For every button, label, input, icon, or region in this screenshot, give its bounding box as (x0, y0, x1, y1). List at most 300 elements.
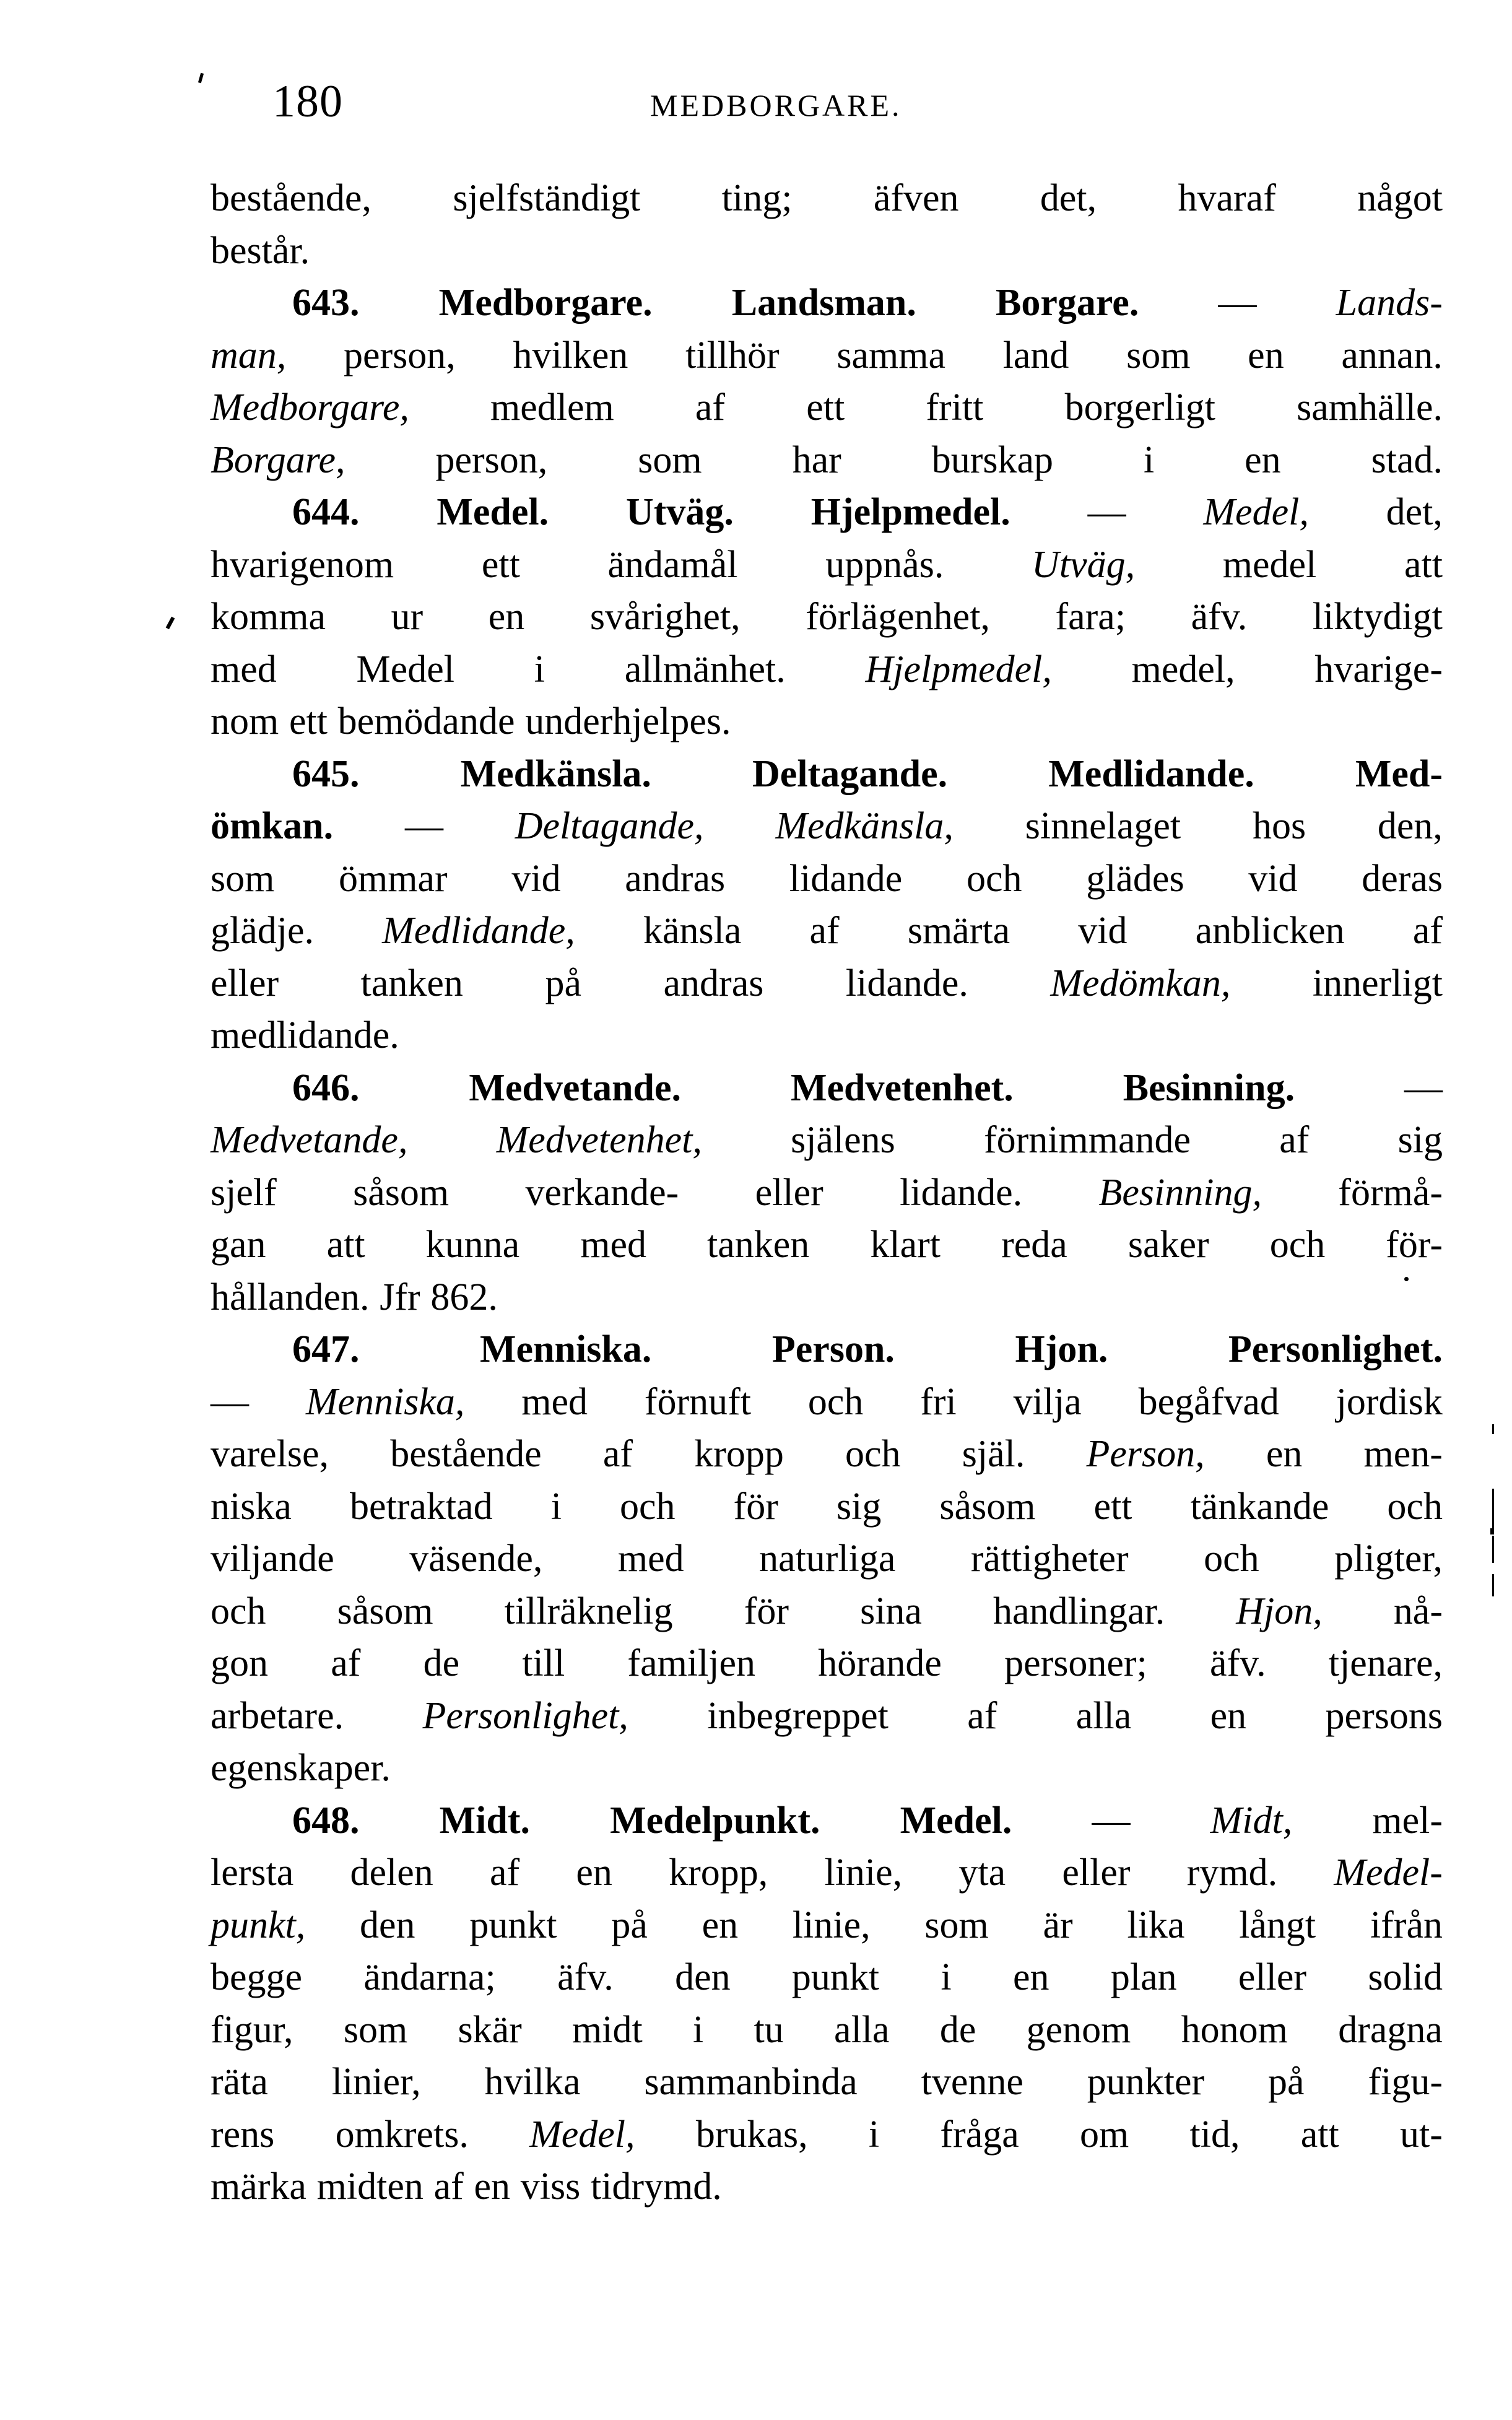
text-token: niska (211, 1485, 292, 1528)
text-token: punkt (791, 1956, 880, 1998)
text-token: ömkan. (211, 805, 334, 847)
text-token: — (1218, 282, 1257, 324)
entry-heading-line (211, 1795, 1443, 1847)
text-token: arbetare. (211, 1694, 344, 1737)
text-token: i (550, 1485, 562, 1528)
text-token: svårighet, (589, 596, 741, 638)
text-token: rättigheter (970, 1538, 1129, 1580)
text-token: solid (1368, 1956, 1443, 1998)
text-token: på (611, 1904, 648, 1946)
text-token: hvarige- (1314, 648, 1443, 690)
text-token: är (1043, 1904, 1073, 1946)
text-token: jordisk (1336, 1380, 1443, 1423)
text-token: alla (1075, 1694, 1132, 1737)
entry-body-line (211, 1009, 1443, 1062)
text-token: består. (211, 229, 310, 272)
text-token: uppnås. (825, 543, 944, 586)
text-token: fri (920, 1380, 957, 1423)
continuation-line (211, 172, 1443, 225)
text-token: och (1269, 1224, 1326, 1266)
text-token: 644. (292, 491, 360, 533)
text-token: förnuft (644, 1380, 751, 1423)
text-token: den (360, 1904, 415, 1946)
entry-body-line (211, 905, 1443, 957)
text-token: den, (1377, 805, 1443, 847)
entry-body-line (211, 1899, 1443, 1952)
text-token: alla (834, 2008, 890, 2051)
text-token: i (693, 2008, 704, 2051)
text-token: af (809, 910, 840, 952)
text-token: mel- (1372, 1799, 1443, 1842)
text-token: men- (1363, 1433, 1443, 1475)
entry-body-line (211, 800, 1443, 853)
text-token: reda (1001, 1224, 1067, 1266)
text-token: en (1013, 1956, 1049, 1998)
text-token: borgerligt (1064, 386, 1215, 429)
text-token: klart (870, 1224, 941, 1266)
text-token: något (1357, 177, 1443, 219)
text-token: de (939, 2008, 976, 2051)
text-token: eller (755, 1171, 823, 1214)
text-token: medlem (490, 386, 614, 429)
text-token: — (211, 1380, 249, 1423)
text-token: gon (211, 1642, 268, 1684)
text-token: egenskaper. (211, 1747, 391, 1789)
text-token: ut- (1400, 2113, 1443, 2156)
text-token: sig (1397, 1119, 1443, 1161)
text-token: räta (211, 2061, 268, 2103)
text-token: lika (1127, 1904, 1185, 1946)
text-token: Medlidande, (382, 910, 575, 952)
text-token: i (868, 2113, 880, 2156)
entry-body-line (211, 381, 1443, 434)
text-token: en (1248, 334, 1284, 376)
text-token: i (1143, 438, 1155, 481)
text-token: — (1404, 1066, 1443, 1109)
text-token: Lands- (1336, 282, 1443, 324)
text-token: varelse, (211, 1433, 329, 1475)
text-token: det, (1386, 491, 1443, 533)
text-token: glädes (1086, 857, 1184, 900)
text-token: samma (836, 334, 945, 376)
scan-speck-top-left (198, 73, 204, 84)
text-token: komma (211, 596, 326, 638)
text-token: äfv. (1210, 1642, 1266, 1684)
entry-body-line (211, 2109, 1443, 2161)
text-token: Medelpunkt. (610, 1799, 820, 1842)
text-token: på (545, 962, 581, 1004)
text-token: kropp (694, 1433, 784, 1475)
text-token: för (744, 1590, 789, 1632)
text-token: Person, (1086, 1433, 1205, 1475)
text-token: i (941, 1956, 952, 1998)
text-token: att (1300, 2113, 1339, 2156)
text-token: som (638, 438, 702, 481)
text-token: Medkänsla. (460, 752, 651, 795)
text-token: persons (1325, 1694, 1443, 1737)
text-token: ändamål (607, 543, 738, 586)
text-token: burskap (931, 438, 1053, 481)
entry-body-line (211, 2056, 1443, 2109)
entry-body-line (211, 1219, 1443, 1271)
text-token: midt (572, 2008, 643, 2051)
text-token: som (343, 2008, 408, 2051)
entry-heading-line (211, 277, 1443, 329)
text-token: Medel (356, 648, 454, 690)
text-token: inbegreppet (707, 1694, 889, 1737)
text-token: kunna (425, 1224, 520, 1266)
text-token: Medvetande. (469, 1066, 682, 1109)
text-token: lidande. (845, 962, 968, 1004)
text-token: och (211, 1590, 266, 1632)
text-token: och (1204, 1538, 1259, 1580)
text-token: betraktad (349, 1485, 493, 1528)
text-token: på (1268, 2061, 1305, 2103)
text-token: rens (211, 2113, 275, 2156)
text-token: linie, (824, 1852, 903, 1894)
text-token: handlingar. (993, 1590, 1165, 1632)
text-token: sjelf (211, 1171, 277, 1214)
text-token: kropp, (669, 1852, 768, 1894)
text-token: punkter (1087, 2061, 1205, 2103)
text-token: en (576, 1852, 612, 1894)
text-token: honom (1181, 2008, 1288, 2051)
text-token: Menniska, (305, 1380, 465, 1423)
text-token: af (967, 1694, 997, 1737)
text-token: pligter, (1334, 1538, 1443, 1580)
text-token: ett (1093, 1485, 1132, 1528)
text-token: Medel. (900, 1799, 1012, 1842)
entry-body-line (211, 1742, 1443, 1795)
text-token: fråga (940, 2113, 1019, 2156)
text-token: tillräknelig (504, 1590, 673, 1632)
text-token: linie, (792, 1904, 871, 1946)
text-token: ett (806, 386, 845, 429)
text-token: Deltagande. (752, 752, 948, 795)
text-token: liktydigt (1312, 596, 1443, 638)
text-token: Personlighet, (422, 1694, 628, 1737)
text-token: familjen (627, 1642, 756, 1684)
text-token: den (675, 1956, 731, 1998)
text-token: hållanden. Jfr 862. (211, 1276, 498, 1318)
text-token: de (423, 1642, 460, 1684)
text-token: en (1210, 1694, 1247, 1737)
entry-body-line (211, 1114, 1443, 1167)
text-token: själ. (962, 1433, 1025, 1475)
text-token: förlägenhet, (806, 596, 990, 638)
text-token: Landsman. (731, 282, 916, 324)
text-token: smärta (907, 910, 1010, 952)
text-token: lersta (211, 1852, 294, 1894)
entry-heading-line (211, 486, 1443, 539)
scan-rule-artifact (1492, 1574, 1494, 1596)
text-token: eller (1238, 1956, 1307, 1998)
text-token: Medvetande, (211, 1119, 408, 1161)
text-token: tänkande (1190, 1485, 1329, 1528)
text-token: punkt, (211, 1904, 306, 1946)
text-token: yta (958, 1852, 1006, 1894)
text-token: sjelfständigt (453, 177, 641, 219)
text-token: äfv. (1191, 596, 1248, 638)
text-token: Deltagande, (515, 805, 704, 847)
text-token: i (534, 648, 545, 690)
entry-body-line (211, 1847, 1443, 1899)
text-token: andras (625, 857, 726, 900)
text-token: väsende, (409, 1538, 543, 1580)
page-body-text (211, 172, 1443, 2213)
text-token: hvarigenom (211, 543, 394, 586)
text-token: begåfvad (1138, 1380, 1279, 1423)
text-token: tu (754, 2008, 784, 2051)
text-token: ändarna; (363, 1956, 496, 1998)
text-token: tjenare, (1328, 1642, 1443, 1684)
text-token: ur (391, 596, 424, 638)
text-token: medlidande. (211, 1014, 399, 1056)
text-token: tid, (1189, 2113, 1240, 2156)
text-token: Hjon. (1015, 1328, 1108, 1370)
text-token: man, (211, 334, 287, 376)
text-token: med (211, 648, 277, 690)
text-token: Utväg. (625, 491, 734, 533)
text-token: brukas, (695, 2113, 808, 2156)
text-token: äfven (873, 177, 959, 219)
text-token: som (924, 1904, 989, 1946)
entry-body-line (211, 2161, 1443, 2213)
text-token: af (331, 1642, 361, 1684)
text-token: ett (481, 543, 520, 586)
entry-body-line (211, 1428, 1443, 1481)
text-token: och (620, 1485, 676, 1528)
entry-body-line (211, 1690, 1443, 1743)
text-token: vid (1248, 857, 1298, 900)
text-token: af (1412, 910, 1443, 952)
text-token: som (211, 857, 275, 900)
text-token: Medömkan, (1050, 962, 1231, 1004)
text-token: att (1404, 543, 1443, 586)
text-token: till (522, 1642, 565, 1684)
text-token: såsom (939, 1485, 1036, 1528)
entry-body-line (211, 1376, 1443, 1429)
text-token: personer; (1004, 1642, 1147, 1684)
text-token: — (1087, 491, 1126, 533)
text-token: 645. (292, 752, 360, 795)
text-token: Medborgare, (211, 386, 409, 429)
entry-body-line (211, 643, 1443, 696)
text-token: Medel. (437, 491, 549, 533)
text-token: begge (211, 1956, 303, 1998)
text-token: allmänhet. (624, 648, 786, 690)
text-token: land (1002, 334, 1069, 376)
text-token: sinnelaget (1025, 805, 1181, 847)
text-token: plan (1110, 1956, 1177, 1998)
text-token: vid (1078, 910, 1127, 952)
text-token: Medborgare. (438, 282, 653, 324)
text-token: af (1279, 1119, 1310, 1161)
text-token: skär (458, 2008, 522, 2051)
text-token: Medel, (1203, 491, 1309, 533)
text-token: tillhör (685, 334, 780, 376)
entry-body-line (211, 1481, 1443, 1533)
text-token: tvenne (921, 2061, 1023, 2103)
scan-speck-right (1404, 1277, 1409, 1281)
text-token: delen (350, 1852, 433, 1894)
text-token: Menniska. (480, 1328, 652, 1370)
text-token: omkrets. (335, 2113, 469, 2156)
text-token: lidande (789, 857, 903, 900)
text-token: med (580, 1224, 646, 1266)
text-token: med (521, 1380, 588, 1423)
text-token: figur, (211, 2008, 293, 2051)
text-token: själens (791, 1119, 895, 1161)
text-token: Midt. (439, 1799, 530, 1842)
text-token: anblicken (1195, 910, 1345, 952)
text-token: 646. (292, 1066, 360, 1109)
text-token: andras (663, 962, 764, 1004)
text-token: bestående (390, 1433, 542, 1475)
text-token: Medel, (529, 2113, 635, 2156)
text-token: punkt (469, 1904, 557, 1946)
text-token: nom ett bemödande underhjelpes. (211, 700, 731, 742)
text-token: som (1126, 334, 1191, 376)
text-token: en (488, 596, 525, 638)
text-token: — (1092, 1799, 1131, 1842)
entry-body-line (211, 434, 1443, 487)
text-token: och (1387, 1485, 1443, 1528)
text-token: genom (1026, 2008, 1131, 2051)
entry-heading-line (211, 1323, 1443, 1376)
text-token: linier, (331, 2061, 421, 2103)
text-token: eller (1062, 1852, 1131, 1894)
text-token: Hjelpmedel, (865, 648, 1052, 690)
text-token: med (617, 1538, 684, 1580)
text-token: sammanbinda (644, 2061, 858, 2103)
entry-body-line (211, 2004, 1443, 2057)
entry-heading-line (211, 748, 1443, 801)
text-token: en (1266, 1433, 1303, 1475)
text-token: äfv. (557, 1956, 614, 1998)
text-token: samhälle. (1297, 386, 1443, 429)
scan-rule-artifact (1490, 1528, 1494, 1534)
text-token: en (1245, 438, 1281, 481)
text-token: figu- (1368, 2061, 1443, 2103)
text-token: Besinning. (1123, 1066, 1295, 1109)
text-token: tanken (360, 962, 463, 1004)
text-token: lidande. (900, 1171, 1023, 1214)
text-token: — (404, 805, 443, 847)
text-token: sina (860, 1590, 922, 1632)
text-token: verkande- (525, 1171, 679, 1214)
text-token: af (602, 1433, 633, 1475)
text-token: Medvetenhet, (496, 1119, 702, 1161)
text-token: 648. (292, 1799, 360, 1842)
entry-body-line (211, 1271, 1443, 1324)
entry-heading-line (211, 1062, 1443, 1115)
text-token: har (792, 438, 841, 481)
text-token: Personlighet. (1228, 1328, 1443, 1370)
text-token: ifrån (1370, 1904, 1443, 1946)
text-token: saker (1127, 1224, 1209, 1266)
text-token: sig (836, 1485, 882, 1528)
entry-body-line (211, 957, 1443, 1010)
text-token: hvilken (513, 334, 628, 376)
entry-body-line (211, 591, 1443, 643)
text-token: bestående, (211, 177, 371, 219)
text-token: Person. (771, 1328, 895, 1370)
running-head: MEDBORGARE. (650, 88, 902, 123)
text-token: Borgare, (211, 438, 345, 481)
text-token: Borgare. (996, 282, 1139, 324)
text-token: Besinning, (1098, 1171, 1262, 1214)
text-token: person, (435, 438, 548, 481)
text-token: Midt, (1210, 1799, 1293, 1842)
text-token: hos (1252, 805, 1306, 847)
text-token: att (326, 1224, 365, 1266)
text-token: annan. (1341, 334, 1443, 376)
entry-body-line (211, 539, 1443, 591)
text-token: rymd. (1186, 1852, 1278, 1894)
text-token: af (695, 386, 726, 429)
entry-body-line (211, 329, 1443, 382)
text-token: förnimmande (984, 1119, 1191, 1161)
text-token: eller (211, 962, 279, 1004)
text-token: för- (1386, 1224, 1443, 1266)
text-token: en (702, 1904, 739, 1946)
text-token: vilja (1013, 1380, 1082, 1423)
text-token: förmå- (1338, 1171, 1443, 1214)
text-token: hörande (818, 1642, 942, 1684)
text-token: vid (511, 857, 561, 900)
text-token: Medlidande. (1048, 752, 1254, 795)
text-token: och (807, 1380, 864, 1423)
text-token: medel, (1131, 648, 1235, 690)
entry-body-line (211, 1951, 1443, 2004)
text-token: glädje. (211, 910, 314, 952)
text-token: nå- (1393, 1590, 1443, 1632)
text-token: Hjelpmedel. (810, 491, 1010, 533)
entry-body-line (211, 853, 1443, 905)
text-token: och (966, 857, 1022, 900)
text-token: dragna (1338, 2008, 1443, 2051)
page-header (211, 74, 1443, 130)
page-number: 180 (272, 76, 343, 127)
text-token: fara; (1055, 596, 1126, 638)
continuation-line (211, 225, 1443, 277)
text-token: medel (1222, 543, 1317, 586)
text-token: om (1080, 2113, 1129, 2156)
text-token: såsom (353, 1171, 450, 1214)
text-token: 643. (292, 282, 360, 324)
text-token: hvaraf (1178, 177, 1276, 219)
text-token: innerligt (1312, 962, 1443, 1004)
text-token: Medkänsla, (775, 805, 954, 847)
text-token: ömmar (339, 857, 448, 900)
entry-body-line (211, 1637, 1443, 1690)
text-token: långt (1239, 1904, 1316, 1946)
text-token: viljande (211, 1538, 334, 1580)
scan-rule-artifact (1492, 1536, 1494, 1563)
text-token: såsom (337, 1590, 433, 1632)
text-token: Medel- (1334, 1852, 1443, 1894)
entry-body-line (211, 695, 1443, 748)
text-token: hvilka (484, 2061, 581, 2103)
text-token: ting; (721, 177, 793, 219)
scan-rule-artifact (1492, 1489, 1494, 1530)
text-token: af (489, 1852, 520, 1894)
text-token: Hjon, (1236, 1590, 1323, 1632)
entry-body-line (211, 1585, 1443, 1638)
text-token: 647. (292, 1328, 360, 1370)
text-token: Med- (1355, 752, 1443, 795)
